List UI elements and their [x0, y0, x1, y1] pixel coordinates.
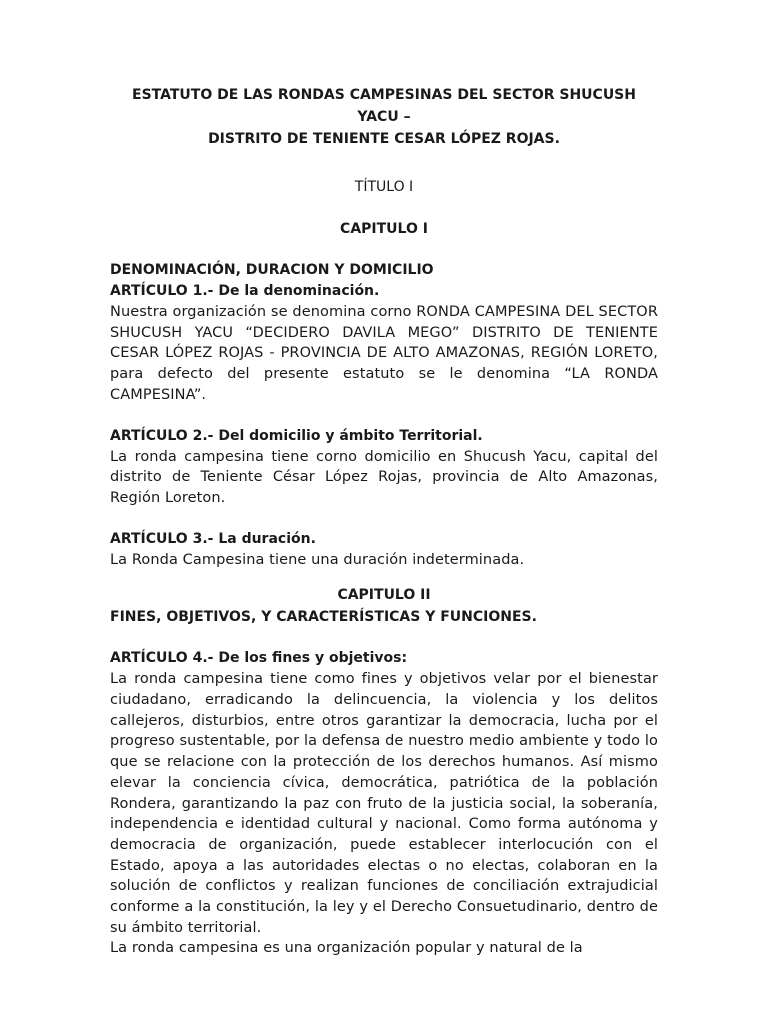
article-4-heading: ARTÍCULO 4.- De los fines y objetivos: [110, 650, 408, 667]
chapter-2-section [110, 584, 658, 628]
article-3-section [110, 529, 658, 571]
article-2-text: La ronda campesina tiene corno domicilio en Shucush Yacu, capital del distrito de Teniente César López Rojas, provincia de Alto Amazonas, Región Loreton. [110, 448, 658, 506]
capitulo-1-heading: CAPITULO I [340, 221, 428, 237]
article-1-text: Nuestra organización se denomina corno RONDA CAMPESINA DEL SECTOR SHUCUSH YACU “DECIDERO DAVILA MEGO” DISTRITO DE TENIENTE CESAR LÓPEZ ROJAS - PROVINCIA DE ALTO AMAZONAS, REGIÓN LORETO, para defecto del presente estatuto se le denomina “LA RONDA CAMPESINA”. [110, 304, 658, 403]
article-2-section [110, 426, 658, 509]
article-3-text: La Ronda Campesina tiene una duración indeterminada. [110, 551, 525, 568]
article-1-heading: ARTÍCULO 1.- De la denominación. [110, 283, 380, 299]
article-4-section [110, 648, 658, 959]
article-4-text-continued: La ronda campesina es una organización popular y natural de la [110, 940, 583, 957]
article-3-heading: ARTÍCULO 3.- La duración. [110, 530, 316, 547]
chapter-1-subheading: DENOMINACIÓN, DURACION Y DOMICILIO [110, 262, 434, 278]
chapter-2-subheading: FINES, OBJETIVOS, Y CARACTERÍSTICAS Y FUNCIONES. [110, 609, 537, 626]
article-2-heading: ARTÍCULO 2.- Del domicilio y ámbito Territorial. [110, 427, 483, 444]
document-title-line-2: DISTRITO DE TENIENTE CESAR LÓPEZ ROJAS. [208, 131, 560, 147]
article-4-text: La ronda campesina tiene como fines y objetivos velar por el bienestar ciudadano, erradicando la delincuencia, la violencia y los delitos callejeros, disturbios, entre otros garantizar la democracia, lucha por el progreso sustentable, por la defensa de nuestro medio ambiente y todo lo que se relacione con la protección de los derechos humanos. Así mismo elevar la conciencia cívica, democrática, patriótica de la población Rondera, garantizando la paz con fruto de la justicia social, la soberanía, independencia e identidad cultural y nacional. Como forma autónoma y democracia de organización, puede establecer interlocución con el Estado, apoya a las autoridades electas o no electas, colaboran en la solución de conflictos y realizan funciones de conciliación extrajudicial conforme a la constitución, la ley y el Derecho Consuetudinario, dentro de su ámbito territorial. [110, 671, 658, 936]
titulo-heading: TÍTULO I [354, 179, 414, 195]
document-title-line-1: ESTATUTO DE LAS RONDAS CAMPESINAS DEL SECTOR SHUCUSH YACU – [132, 87, 636, 125]
capitulo-2-heading: CAPITULO II [337, 587, 431, 604]
article-1-section [110, 260, 658, 406]
